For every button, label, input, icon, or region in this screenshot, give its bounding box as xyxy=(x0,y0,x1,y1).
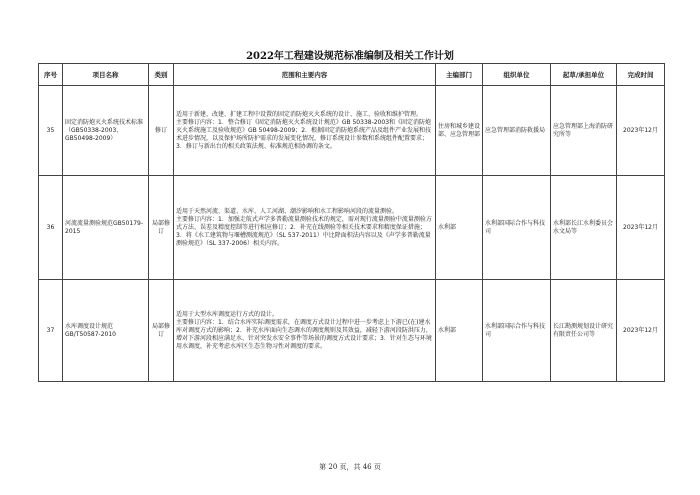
header-type: 类别 xyxy=(149,64,174,86)
completion-date: 2023年12月 xyxy=(617,86,665,176)
category: 修订 xyxy=(149,86,174,176)
lead-department: 水利部 xyxy=(436,280,483,382)
completion-date: 2023年12月 xyxy=(617,280,665,382)
lead-department: 住房和城乡建设部、应急管理部 xyxy=(436,86,483,176)
scope-line: 主要修订内容：1．结合水库实际调度需求，在调度方式设计过程中进一步考虑上下游已(在)建水库对调度方式的影响；2．补充水库面向生态调水的调度规则及其效益，减轻下游河段防洪压力，增对下游河段相应满足水、针对突发水安全事件等场景的调度方式设计要求；3．针对生态与环境用水调度，补充考虑水库区生态生物习性对调度的要求。 xyxy=(176,318,432,350)
category: 局部修订 xyxy=(149,176,174,280)
scope-line: 主要修订内容：1．整合修订《固定消防炮灭火系统设计规范》GB 50338-2003和《固定消防炮灭火系统施工及验收规范》GB 50498-2009；2．根据固定消防炮系统产品及组件产业发展和技术进步情况，以及保护场所防护需求的发展变化情况，修订系统设计参数和系统组件配置要求；3．修订与新出台的相关政策法规、标准规范相协调的条文。 xyxy=(176,118,432,150)
scope-line: 适用于新建、改建、扩建工程中设置的固定消防炮灭火系统的设计、施工、验收和维护管理。 xyxy=(176,110,423,118)
header-name: 项目名称 xyxy=(63,64,149,86)
scope-line: 适用于大型水库调度运行方式的设计。 xyxy=(176,310,279,318)
header-drafter: 起草/承担单位 xyxy=(551,64,617,86)
organizing-unit: 水利部国际合作与科技司 xyxy=(483,176,551,280)
table-row xyxy=(39,176,665,280)
table-row xyxy=(39,280,665,382)
lead-department: 水利部 xyxy=(436,176,483,280)
project-name: 水库调度设计规范GB/T50587-2010 xyxy=(63,280,149,382)
project-name: 河流流量测验规范GB50179-2015 xyxy=(63,176,149,280)
drafting-unit: 长江勘测规划设计研究有限责任公司等 xyxy=(551,280,617,382)
scope-content xyxy=(174,280,436,382)
scope-line: 主要修订内容：1．加强走航式声学多普勒流量测验技术的规定，需对现行流量测验中流量测验方式方法、误差及精度控制等进行相应修订；2．补充在线测验等相关技术要求和精度保证措施；3．将《水工建筑物与堰槽测流规范》（SL 537-2011）中比降面积法内容以及《声学多普勒流量测验规范》（SL 337-2006）相关内容。 xyxy=(176,215,432,247)
row-number: 37 xyxy=(39,280,63,382)
header-org: 组织单位 xyxy=(483,64,551,86)
table-row xyxy=(39,86,665,176)
organizing-unit: 水利部国际合作与科技司 xyxy=(483,280,551,382)
header-dept: 主编部门 xyxy=(436,64,483,86)
organizing-unit: 应急管理部消防救援局 xyxy=(483,86,551,176)
drafting-unit: 水利部长江水利委员会水文局等 xyxy=(551,176,617,280)
plan-table xyxy=(38,63,665,382)
scope-content xyxy=(174,176,436,280)
header-date: 完成时间 xyxy=(617,64,665,86)
page-footer: 第 20 页，共 46 页 xyxy=(319,463,381,471)
drafting-unit: 应急管理部上海消防研究所等 xyxy=(551,86,617,176)
table-header-row xyxy=(39,64,665,86)
header-scope: 范围和主要内容 xyxy=(174,64,436,86)
row-number: 35 xyxy=(39,86,63,176)
page-title: 2022年工程建设规范标准编制及相关工作计划 xyxy=(246,51,454,62)
scope-line: 适用于天然河流、渠道、水库、人工河湖、潮汐影响和水工程影响河段的流量测验。 xyxy=(176,207,399,215)
scope-content xyxy=(174,86,436,176)
project-name: 固定消防炮灭火系统技术标准（GB50338-2003、GB50498-2009） xyxy=(63,86,149,176)
header-no: 序号 xyxy=(39,64,63,86)
row-number: 36 xyxy=(39,176,63,280)
category: 局部修订 xyxy=(149,280,174,382)
completion-date: 2023年12月 xyxy=(617,176,665,280)
